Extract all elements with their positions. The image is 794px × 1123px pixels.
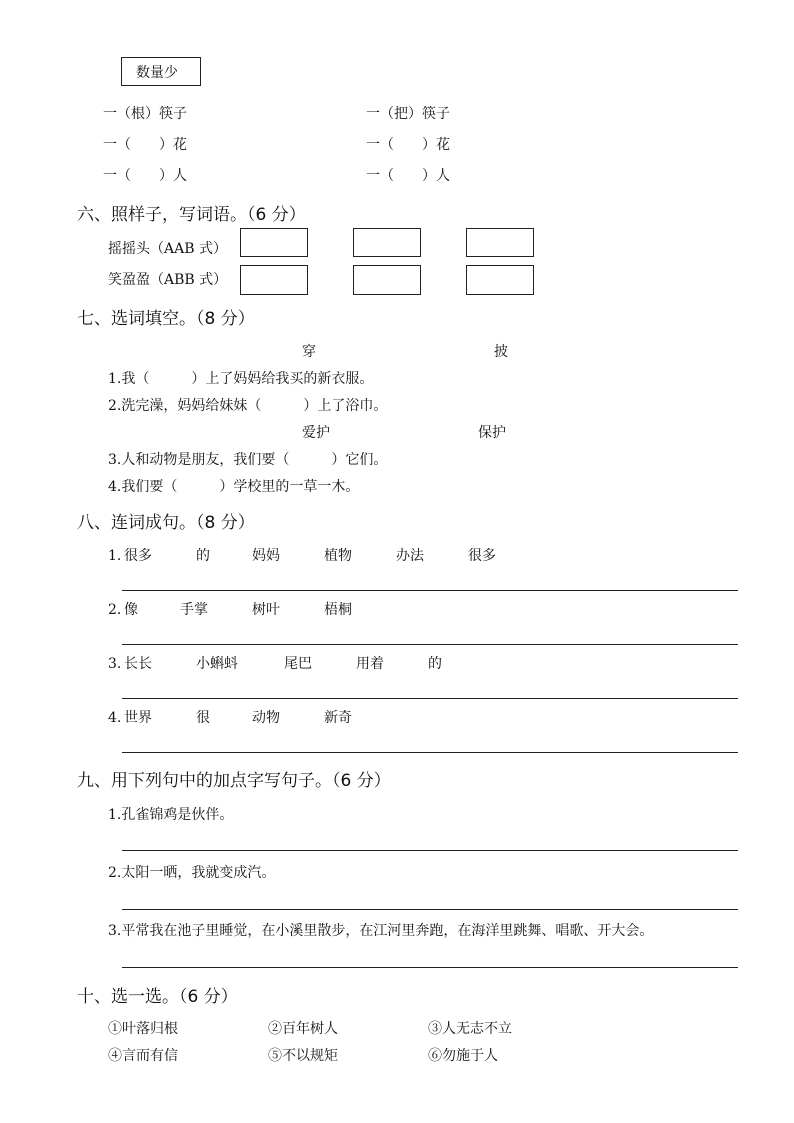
- answer-line[interactable]: [122, 590, 738, 591]
- measure-word-left-2[interactable]: 一（ ）花: [103, 137, 187, 153]
- word-choice: 穿: [302, 344, 316, 360]
- item-number: 3.: [108, 656, 122, 672]
- section-6-row-2-label: 笑盈盈（ABB 式）: [108, 272, 228, 288]
- example-sentence-2: 2.太阳一晒，我就变成汽。: [108, 865, 276, 881]
- word-token: 办法: [396, 548, 424, 564]
- answer-box[interactable]: [240, 228, 308, 257]
- fill-sentence-2[interactable]: 2.洗完澡，妈妈给妹妹（ ）上了浴巾。: [108, 398, 388, 414]
- word-token: 像: [124, 602, 138, 618]
- section-6-row-1-label: 摇摇头（AAB 式）: [108, 241, 227, 257]
- section-9-title: 九、用下列句中的加点字写句子。（6 分）: [77, 771, 391, 791]
- answer-line[interactable]: [122, 644, 738, 645]
- option-1[interactable]: ①叶落归根: [108, 1021, 178, 1037]
- word-token: 动物: [252, 710, 280, 726]
- answer-line[interactable]: [122, 752, 738, 753]
- word-token: 树叶: [252, 602, 280, 618]
- section-6-title: 六、照样子，写词语。（6 分）: [77, 205, 306, 225]
- fill-sentence-1[interactable]: 1.我（ ）上了妈妈给我买的新衣服。: [108, 371, 374, 387]
- word-choice: 保护: [478, 425, 506, 441]
- word-token: 的: [428, 656, 442, 672]
- word-token: 梧桐: [324, 602, 352, 618]
- answer-box[interactable]: [240, 265, 308, 295]
- measure-word-right-1: 一（把）筷子: [366, 106, 450, 122]
- word-token: 植物: [324, 548, 352, 564]
- word-token: 长长: [124, 656, 152, 672]
- word-token: 妈妈: [252, 548, 280, 564]
- answer-line[interactable]: [122, 909, 738, 910]
- word-token: 新奇: [324, 710, 352, 726]
- answer-box[interactable]: [466, 228, 534, 257]
- answer-box[interactable]: [466, 265, 534, 295]
- fill-sentence-4[interactable]: 4.我们要（ ）学校里的一草一木。: [108, 479, 360, 495]
- item-number: 4.: [108, 710, 122, 726]
- option-5[interactable]: ⑤不以规矩: [268, 1048, 338, 1064]
- item-number: 1.: [108, 548, 122, 564]
- measure-word-left-3[interactable]: 一（ ）人: [103, 168, 187, 184]
- word-token: 世界: [124, 710, 152, 726]
- option-3[interactable]: ③人无志不立: [428, 1021, 512, 1037]
- example-word-label: 数量少: [136, 65, 178, 81]
- word-choice: 爱护: [302, 425, 330, 441]
- answer-box[interactable]: [353, 228, 421, 257]
- measure-word-right-2[interactable]: 一（ ）花: [366, 137, 450, 153]
- word-token: 用着: [356, 656, 384, 672]
- word-token: 很多: [124, 548, 152, 564]
- word-token: 手掌: [180, 602, 208, 618]
- answer-box[interactable]: [353, 265, 421, 295]
- example-sentence-1: 1.孔雀锦鸡是伙伴。: [108, 807, 234, 823]
- answer-line[interactable]: [122, 967, 738, 968]
- fill-sentence-3[interactable]: 3.人和动物是朋友，我们要（ ）它们。: [108, 452, 388, 468]
- word-token: 很多: [468, 548, 496, 564]
- option-4[interactable]: ④言而有信: [108, 1048, 178, 1064]
- word-token: 的: [196, 548, 210, 564]
- measure-word-right-3[interactable]: 一（ ）人: [366, 168, 450, 184]
- section-10-title: 十、选一选。（6 分）: [77, 987, 238, 1007]
- word-token: 尾巴: [284, 656, 312, 672]
- answer-line[interactable]: [122, 698, 738, 699]
- word-token: 小蝌蚪: [196, 656, 238, 672]
- item-number: 2.: [108, 602, 122, 618]
- word-token: 很: [196, 710, 210, 726]
- answer-line[interactable]: [122, 850, 738, 851]
- option-2[interactable]: ②百年树人: [268, 1021, 338, 1037]
- example-sentence-3: 3.平常我在池子里睡觉，在小溪里散步，在江河里奔跑，在海洋里跳舞、唱歌、开大会。: [108, 923, 654, 939]
- option-6[interactable]: ⑥勿施于人: [428, 1048, 498, 1064]
- section-8-title: 八、连词成句。（8 分）: [77, 513, 255, 533]
- section-7-title: 七、选词填空。（8 分）: [77, 309, 255, 329]
- word-choice: 披: [494, 344, 508, 360]
- measure-word-left-1: 一（根）筷子: [103, 106, 187, 122]
